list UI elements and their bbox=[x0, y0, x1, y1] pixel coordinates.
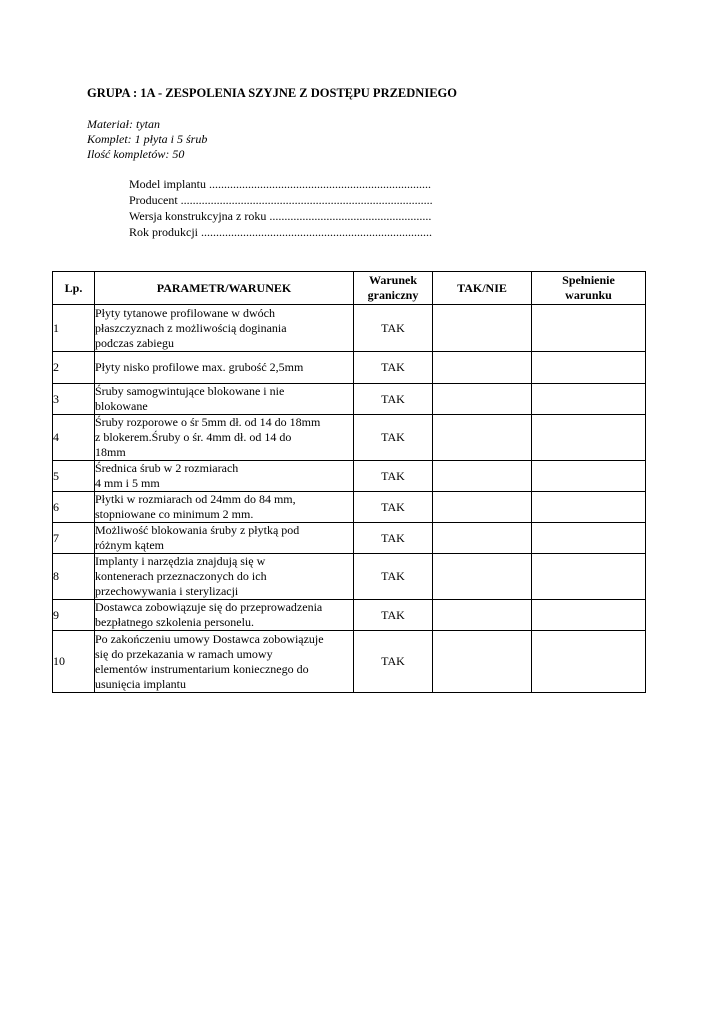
header-spelnienie-line2: warunku bbox=[565, 288, 612, 302]
header-warunek-line1: Warunek bbox=[368, 273, 417, 287]
row-number: 10 bbox=[53, 631, 95, 693]
table-row bbox=[53, 523, 646, 554]
parameter-line: Śruby rozporowe o śr 5mm dł. od 14 do 18mm bbox=[95, 415, 321, 429]
row-parameter bbox=[95, 461, 354, 492]
row-parameter bbox=[95, 415, 354, 461]
row-number: 4 bbox=[53, 415, 95, 461]
header-taknie: TAK/NIE bbox=[433, 272, 532, 305]
row-number: 1 bbox=[53, 305, 95, 352]
row-spelnienie-cell[interactable] bbox=[532, 554, 646, 600]
parameter-line: Średnica śrub w 2 rozmiarach bbox=[95, 461, 239, 475]
row-condition: TAK bbox=[354, 631, 433, 693]
row-number: 6 bbox=[53, 492, 95, 523]
row-taknie-cell[interactable] bbox=[433, 492, 532, 523]
material-info bbox=[87, 117, 207, 162]
row-taknie-cell[interactable] bbox=[433, 461, 532, 492]
row-spelnienie-cell[interactable] bbox=[532, 631, 646, 693]
row-condition: TAK bbox=[354, 554, 433, 600]
row-parameter bbox=[95, 554, 354, 600]
wersja-field: Wersja konstrukcyjna z roku ...................................................... bbox=[129, 209, 432, 223]
parameter-line: kontenerach przeznaczonych do ich bbox=[95, 569, 267, 583]
parameter-line: się do przekazania w ramach umowy bbox=[95, 646, 273, 661]
table-row bbox=[53, 554, 646, 600]
parameter-line: stopniowane co minimum 2 mm. bbox=[95, 507, 254, 521]
rok-field: Rok produkcji ............................................................................. bbox=[129, 225, 432, 239]
row-parameter bbox=[95, 492, 354, 523]
parameter-line: 4 mm i 5 mm bbox=[95, 476, 160, 490]
header-warunek bbox=[354, 272, 433, 305]
parameter-line: płaszczyznach z możliwością doginania bbox=[95, 320, 287, 335]
row-number: 2 bbox=[53, 352, 95, 384]
parameters-table bbox=[52, 271, 646, 693]
row-taknie-cell[interactable] bbox=[433, 631, 532, 693]
row-taknie-cell[interactable] bbox=[433, 305, 532, 352]
row-parameter bbox=[95, 384, 354, 415]
row-condition: TAK bbox=[354, 523, 433, 554]
parameter-line: elementów instrumentarium koniecznego do bbox=[95, 661, 309, 676]
row-parameter bbox=[95, 631, 354, 693]
row-condition: TAK bbox=[354, 305, 433, 352]
row-number: 7 bbox=[53, 523, 95, 554]
row-taknie-cell[interactable] bbox=[433, 415, 532, 461]
document-title: GRUPA : 1A - ZESPOLENIA SZYJNE Z DOSTĘPU PRZEDNIEGO bbox=[87, 86, 457, 100]
row-parameter bbox=[95, 352, 354, 384]
row-spelnienie-cell[interactable] bbox=[532, 461, 646, 492]
model-field: Model implantu .......................................................................... bbox=[129, 177, 431, 191]
parameter-line: z blokerem.Śruby o śr. 4mm dł. od 14 do bbox=[95, 430, 292, 444]
parameter-line: Po zakończeniu umowy Dostawca zobowiązuje bbox=[95, 631, 324, 646]
row-spelnienie-cell[interactable] bbox=[532, 415, 646, 461]
header-param: PARAMETR/WARUNEK bbox=[95, 272, 354, 305]
row-condition: TAK bbox=[354, 492, 433, 523]
parameter-line: Dostawca zobowiązuje się do przeprowadzenia bbox=[95, 600, 323, 614]
header-warunek-line2: graniczny bbox=[367, 288, 419, 302]
row-condition: TAK bbox=[354, 461, 433, 492]
parameter-line: blokowane bbox=[95, 399, 148, 413]
table-row bbox=[53, 600, 646, 631]
row-spelnienie-cell[interactable] bbox=[532, 305, 646, 352]
parameter-line: podczas zabiegu bbox=[95, 335, 174, 350]
row-number: 5 bbox=[53, 461, 95, 492]
row-spelnienie-cell[interactable] bbox=[532, 600, 646, 631]
table-header-row bbox=[53, 272, 646, 305]
row-spelnienie-cell[interactable] bbox=[532, 523, 646, 554]
table-row bbox=[53, 384, 646, 415]
row-number: 8 bbox=[53, 554, 95, 600]
parameter-line: Płyty tytanowe profilowane w dwóch bbox=[95, 305, 275, 320]
parameter-line: 18mm bbox=[95, 445, 126, 459]
row-parameter bbox=[95, 600, 354, 631]
row-number: 3 bbox=[53, 384, 95, 415]
parameter-line: przechowywania i sterylizacji bbox=[95, 584, 239, 598]
row-condition: TAK bbox=[354, 352, 433, 384]
parameter-line: usunięcia implantu bbox=[95, 676, 186, 691]
parameter-line: Płytki w rozmiarach od 24mm do 84 mm, bbox=[95, 492, 296, 506]
table-row bbox=[53, 352, 646, 384]
row-parameter bbox=[95, 305, 354, 352]
row-taknie-cell[interactable] bbox=[433, 523, 532, 554]
row-taknie-cell[interactable] bbox=[433, 554, 532, 600]
header-lp: Lp. bbox=[53, 272, 95, 305]
row-condition: TAK bbox=[354, 415, 433, 461]
row-taknie-cell[interactable] bbox=[433, 600, 532, 631]
row-spelnienie-cell[interactable] bbox=[532, 352, 646, 384]
ilosc-line: Ilość kompletów: 50 bbox=[87, 147, 185, 161]
header-spelnienie-line1: Spełnienie bbox=[562, 273, 615, 287]
table-row bbox=[53, 461, 646, 492]
table-row bbox=[53, 305, 646, 352]
row-condition: TAK bbox=[354, 384, 433, 415]
header-spelnienie bbox=[532, 272, 646, 305]
row-spelnienie-cell[interactable] bbox=[532, 384, 646, 415]
row-taknie-cell[interactable] bbox=[433, 352, 532, 384]
producent-field: Producent .................................................................................... bbox=[129, 193, 433, 207]
row-condition: TAK bbox=[354, 600, 433, 631]
parameter-line: Płyty nisko profilowe max. grubość 2,5mm bbox=[95, 360, 304, 374]
row-spelnienie-cell[interactable] bbox=[532, 492, 646, 523]
parameter-line: bezpłatnego szkolenia personelu. bbox=[95, 615, 254, 629]
komplet-line: Komplet: 1 płyta i 5 śrub bbox=[87, 132, 208, 146]
table-row bbox=[53, 631, 646, 693]
row-taknie-cell[interactable] bbox=[433, 384, 532, 415]
parameter-line: Implanty i narzędzia znajdują się w bbox=[95, 554, 266, 568]
implant-fields bbox=[129, 176, 433, 240]
parameter-line: Możliwość blokowania śruby z płytką pod bbox=[95, 523, 300, 537]
table-row bbox=[53, 492, 646, 523]
parameter-line: różnym kątem bbox=[95, 538, 164, 552]
material-line: Materiał: tytan bbox=[87, 117, 160, 131]
row-parameter bbox=[95, 523, 354, 554]
row-number: 9 bbox=[53, 600, 95, 631]
parameter-line: Śruby samogwintujące blokowane i nie bbox=[95, 384, 285, 398]
table-row bbox=[53, 415, 646, 461]
